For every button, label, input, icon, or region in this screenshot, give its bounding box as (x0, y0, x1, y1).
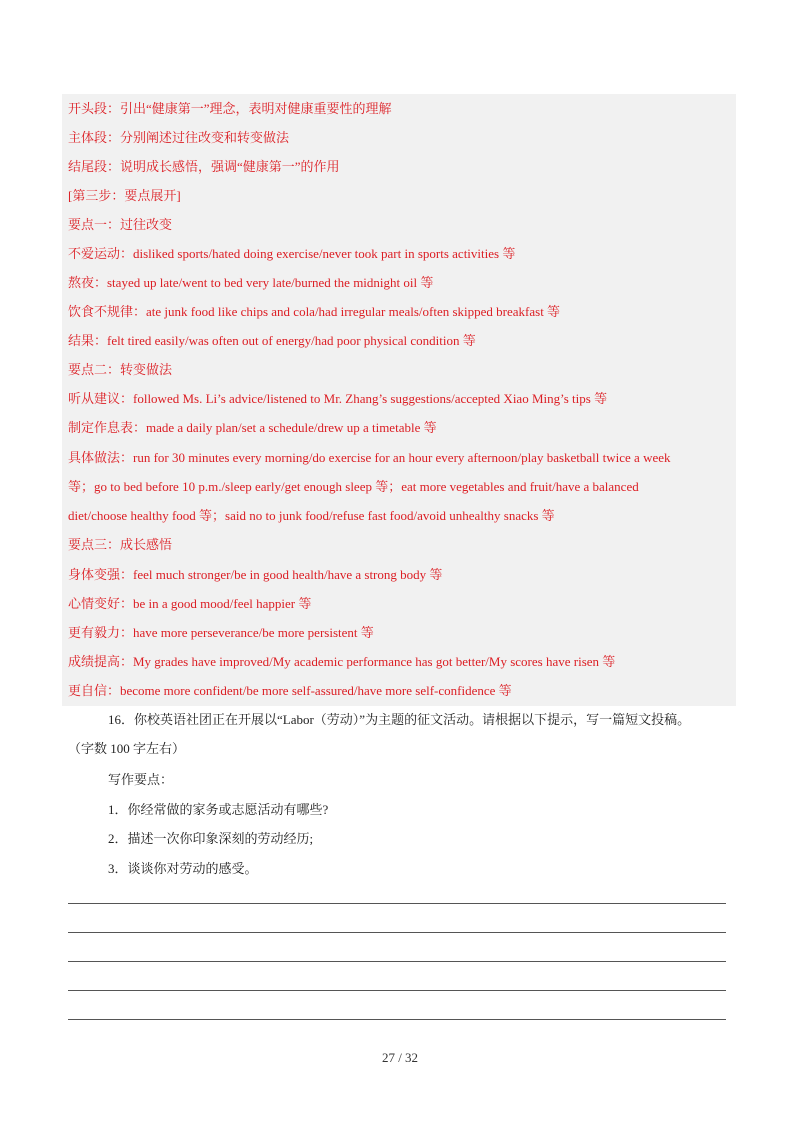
question-word-count: （字数 100 字左右） (68, 741, 186, 756)
requirement-point: 1．你经常做的家务或志愿活动有哪些? (108, 802, 329, 817)
answer-line: 饮食不规律：ate junk food like chips and cola/had irregular meals/often skipped breakfast 等 (68, 304, 561, 319)
writing-line[interactable] (68, 903, 726, 904)
answer-line: 更自信：become more confident/be more self-assured/have more self-confidence 等 (68, 683, 512, 698)
writing-line[interactable] (68, 1019, 726, 1020)
writing-line[interactable] (68, 932, 726, 933)
answer-line: 结尾段：说明成长感悟，强调“健康第一”的作用 (68, 159, 340, 174)
page-number: 27 / 32 (381, 1050, 419, 1065)
question-prompt: 16．你校英语社团正在开展以“Labor（劳动）”为主题的征文活动。请根据以下提示，写一篇短文投稿。 (108, 712, 691, 727)
answer-line: diet/choose healthy food 等；said no to junk food/refuse fast food/avoid unhealthy snacks 等 (68, 508, 555, 523)
writing-line[interactable] (68, 961, 726, 962)
answer-line: 要点三：成长感悟 (68, 537, 173, 552)
answer-line: 心情变好：be in a good mood/feel happier 等 (68, 596, 312, 611)
answer-line: 身体变强：feel much stronger/be in good health/have a strong body 等 (68, 567, 443, 582)
requirement-point: 3．谈谈你对劳动的感受。 (108, 861, 258, 876)
answer-line: 具体做法：run for 30 minutes every morning/do exercise for an hour every afternoon/play basketball twice a week (68, 450, 671, 465)
answer-line: 等；go to bed before 10 p.m./sleep early/get enough sleep 等；eat more vegetables and fruit/have a balanced (68, 479, 639, 494)
answer-line: 制定作息表：made a daily plan/set a schedule/drew up a timetable 等 (68, 420, 437, 435)
requirement-point: 2．描述一次你印象深刻的劳动经历; (108, 831, 314, 846)
answer-line: 结果：felt tired easily/was often out of energy/had poor physical condition 等 (68, 333, 476, 348)
answer-line: 熬夜：stayed up late/went to bed very late/burned the midnight oil 等 (68, 275, 434, 290)
answer-line: 听从建议：followed Ms. Li’s advice/listened to Mr. Zhang’s suggestions/accepted Xiao Ming’s tips 等 (68, 391, 608, 406)
answer-line: 不爱运动：disliked sports/hated doing exercise/never took part in sports activities 等 (68, 246, 516, 261)
answer-line: 开头段：引出“健康第一”理念，表明对健康重要性的理解 (68, 101, 392, 116)
answer-line: 主体段：分别阐述过往改变和转变做法 (68, 130, 290, 145)
answer-line: 要点二：转变做法 (68, 362, 173, 377)
requirements-title: 写作要点： (108, 772, 174, 787)
writing-line[interactable] (68, 990, 726, 991)
answer-line: 要点一：过往改变 (68, 217, 173, 232)
answer-line: 成绩提高：My grades have improved/My academic performance has got better/My scores have risen 等 (68, 654, 616, 669)
answer-line: 更有毅力：have more perseverance/be more persistent 等 (68, 625, 374, 640)
answer-line: [第三步：要点展开] (68, 188, 181, 203)
